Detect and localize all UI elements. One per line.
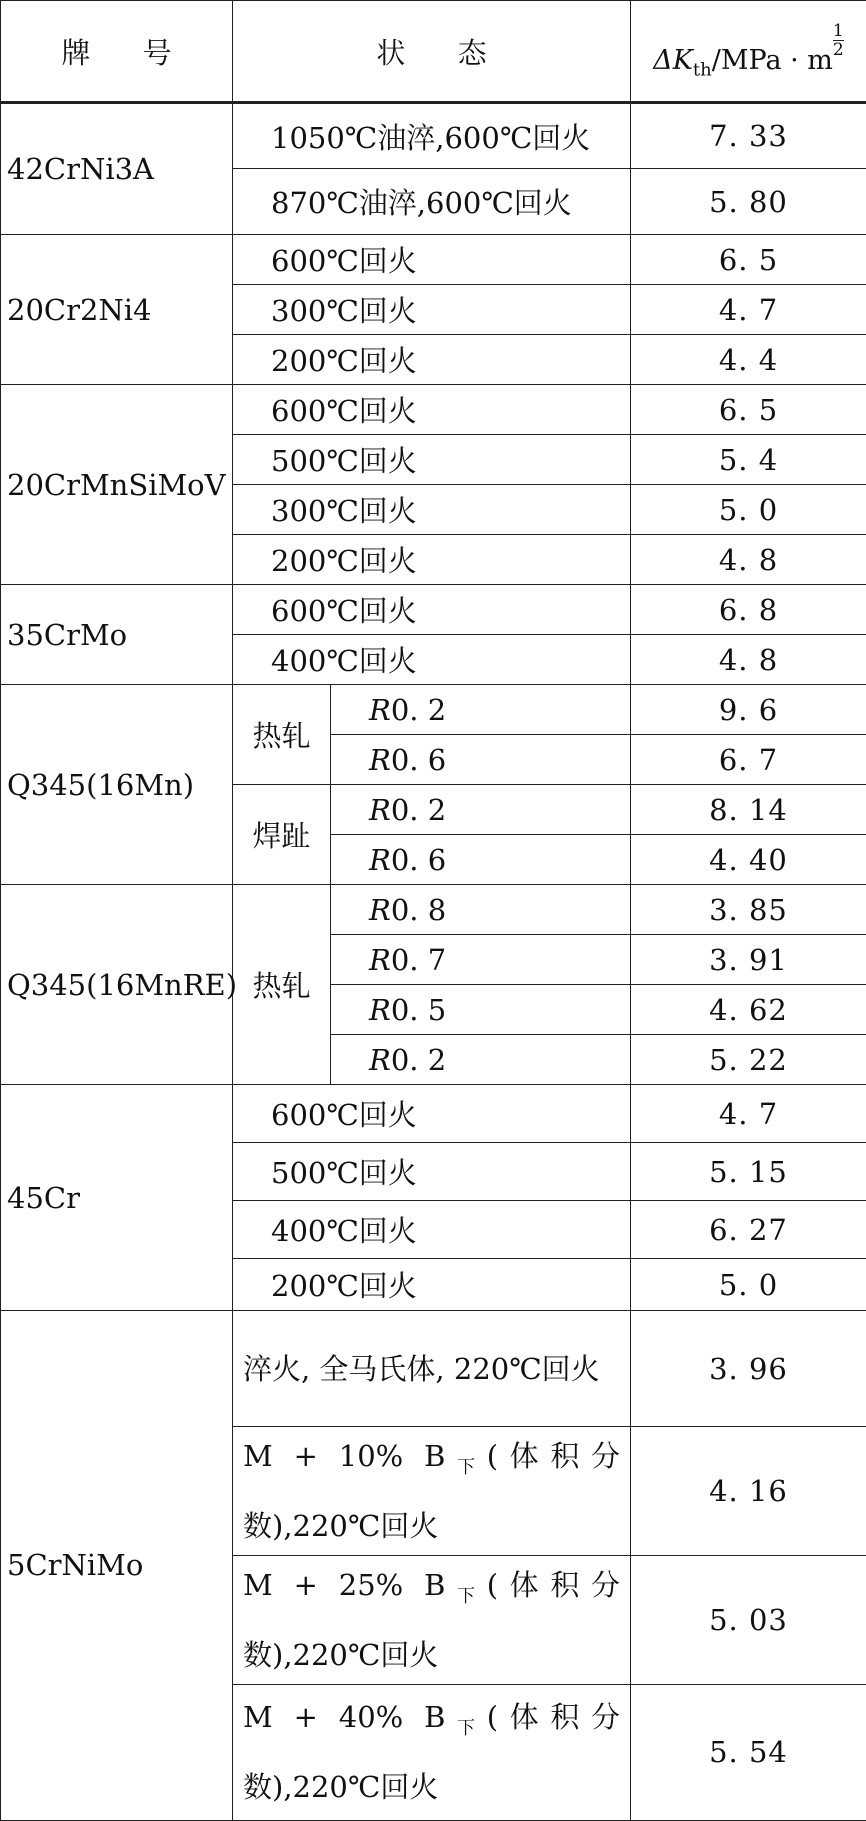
r-value: 0. 6 xyxy=(391,743,446,777)
r-letter: R xyxy=(369,1043,391,1077)
state-suffix: (体积分数),220℃回火 xyxy=(243,1439,620,1543)
r-value: 0. 8 xyxy=(391,893,446,927)
value-cell: 5. 03 xyxy=(631,1555,866,1684)
value-cell: 4. 4 xyxy=(631,335,866,385)
value-cell: 6. 8 xyxy=(631,585,866,635)
value-cell: 5. 0 xyxy=(631,485,866,535)
state-cell: 200℃回火 xyxy=(233,535,631,585)
value-cell: 4. 7 xyxy=(631,1085,866,1143)
value-cell: 5. 54 xyxy=(631,1684,866,1820)
state-cell xyxy=(233,1427,631,1556)
table-row xyxy=(1,1085,866,1143)
value-cell: 5. 22 xyxy=(631,1035,866,1085)
state-cell: 600℃回火 xyxy=(233,1085,631,1143)
r-letter: R xyxy=(369,693,391,727)
header-state-char1: 状 xyxy=(376,36,405,70)
table-row xyxy=(1,685,866,735)
state-cell xyxy=(233,1684,631,1820)
r-letter: R xyxy=(369,743,391,777)
state-cell: 500℃回火 xyxy=(233,1143,631,1201)
r-letter: R xyxy=(369,843,391,877)
r-value: 0. 2 xyxy=(391,1043,446,1077)
value-cell: 6. 5 xyxy=(631,235,866,285)
value-cell: 3. 85 xyxy=(631,885,866,935)
state-cell: 300℃回火 xyxy=(233,285,631,335)
state-cell: 600℃回火 xyxy=(233,235,631,285)
header-dk xyxy=(631,1,866,103)
r-value: 0. 2 xyxy=(391,793,446,827)
header-grade-char1: 牌 xyxy=(61,36,90,70)
header-state xyxy=(233,1,631,103)
value-cell: 7. 33 xyxy=(631,103,866,169)
value-cell: 4. 8 xyxy=(631,535,866,585)
r-cell xyxy=(331,885,631,935)
state-cell: 200℃回火 xyxy=(233,1259,631,1311)
value-cell: 5. 15 xyxy=(631,1143,866,1201)
r-value: 0. 6 xyxy=(391,843,446,877)
sub-state-cell: 焊趾 xyxy=(233,785,331,885)
table-row xyxy=(1,885,866,935)
grade-cell: 5CrNiMo xyxy=(1,1311,233,1821)
r-cell xyxy=(331,735,631,785)
state-prefix: M + 10% B xyxy=(243,1439,445,1473)
r-cell xyxy=(331,785,631,835)
table-row xyxy=(1,235,866,285)
r-cell xyxy=(331,985,631,1035)
r-value: 0. 2 xyxy=(391,693,446,727)
sub-state-cell: 热轧 xyxy=(233,685,331,785)
value-cell: 6. 27 xyxy=(631,1201,866,1259)
table-row xyxy=(1,385,866,435)
exponent-fraction xyxy=(833,22,844,59)
value-cell: 4. 7 xyxy=(631,285,866,335)
header-row xyxy=(1,1,866,103)
state-cell: 870℃油淬,600℃回火 xyxy=(233,169,631,235)
state-cell: 600℃回火 xyxy=(233,585,631,635)
grade-cell: 20Cr2Ni4 xyxy=(1,235,233,385)
state-suffix: (体积分数),220℃回火 xyxy=(243,1568,620,1672)
grade-cell: 35CrMo xyxy=(1,585,233,685)
header-grade xyxy=(1,1,233,103)
state-cell: 500℃回火 xyxy=(233,435,631,485)
header-state-char2: 态 xyxy=(458,36,487,70)
r-value: 0. 5 xyxy=(391,993,446,1027)
r-letter: R xyxy=(369,943,391,977)
value-cell: 5. 80 xyxy=(631,169,866,235)
r-cell xyxy=(331,1035,631,1085)
table-row xyxy=(1,1311,866,1427)
value-cell: 3. 96 xyxy=(631,1311,866,1427)
state-cell: 400℃回火 xyxy=(233,1201,631,1259)
dk-symbol: ΔK xyxy=(653,45,693,76)
grade-cell: 42CrNi3A xyxy=(1,103,233,235)
sub-state-cell: 热轧 xyxy=(233,885,331,1085)
state-subscript: 下 xyxy=(445,1718,486,1739)
grade-cell: Q345(16Mn) xyxy=(1,685,233,885)
state-cell xyxy=(233,1555,631,1684)
state-prefix: M + 25% B xyxy=(243,1568,445,1602)
state-suffix: (体积分数),220℃回火 xyxy=(243,1700,620,1804)
state-cell: 200℃回火 xyxy=(233,335,631,385)
exp-denominator: 2 xyxy=(833,40,844,59)
value-cell: 6. 7 xyxy=(631,735,866,785)
exp-numerator: 1 xyxy=(833,22,844,40)
grade-cell: 20CrMnSiMoV xyxy=(1,385,233,585)
value-cell: 4. 40 xyxy=(631,835,866,885)
value-cell: 4. 8 xyxy=(631,635,866,685)
table-row xyxy=(1,585,866,635)
value-cell: 8. 14 xyxy=(631,785,866,835)
r-letter: R xyxy=(369,993,391,1027)
value-cell: 5. 4 xyxy=(631,435,866,485)
grade-cell: 45Cr xyxy=(1,1085,233,1311)
dk-unit: /MPa · m xyxy=(712,45,833,76)
value-cell: 3. 91 xyxy=(631,935,866,985)
r-letter: R xyxy=(369,793,391,827)
state-subscript: 下 xyxy=(445,1586,486,1607)
state-cell: 1050℃油淬,600℃回火 xyxy=(233,103,631,169)
table-row xyxy=(1,103,866,169)
value-cell: 9. 6 xyxy=(631,685,866,735)
value-cell: 6. 5 xyxy=(631,385,866,435)
value-cell: 4. 62 xyxy=(631,985,866,1035)
header-grade-char2: 号 xyxy=(143,36,172,70)
value-cell: 4. 16 xyxy=(631,1427,866,1556)
grade-cell: Q345(16MnRE) xyxy=(1,885,233,1085)
r-value: 0. 7 xyxy=(391,943,446,977)
state-cell: 600℃回火 xyxy=(233,385,631,435)
state-subscript: 下 xyxy=(445,1457,486,1478)
value-cell: 5. 0 xyxy=(631,1259,866,1311)
r-cell xyxy=(331,835,631,885)
state-cell: 淬火, 全马氏体, 220℃回火 xyxy=(233,1311,631,1427)
r-letter: R xyxy=(369,893,391,927)
r-cell xyxy=(331,685,631,735)
dk-subscript: th xyxy=(693,59,712,80)
state-prefix: M + 40% B xyxy=(243,1700,445,1734)
state-cell: 300℃回火 xyxy=(233,485,631,535)
r-cell xyxy=(331,935,631,985)
state-cell: 400℃回火 xyxy=(233,635,631,685)
